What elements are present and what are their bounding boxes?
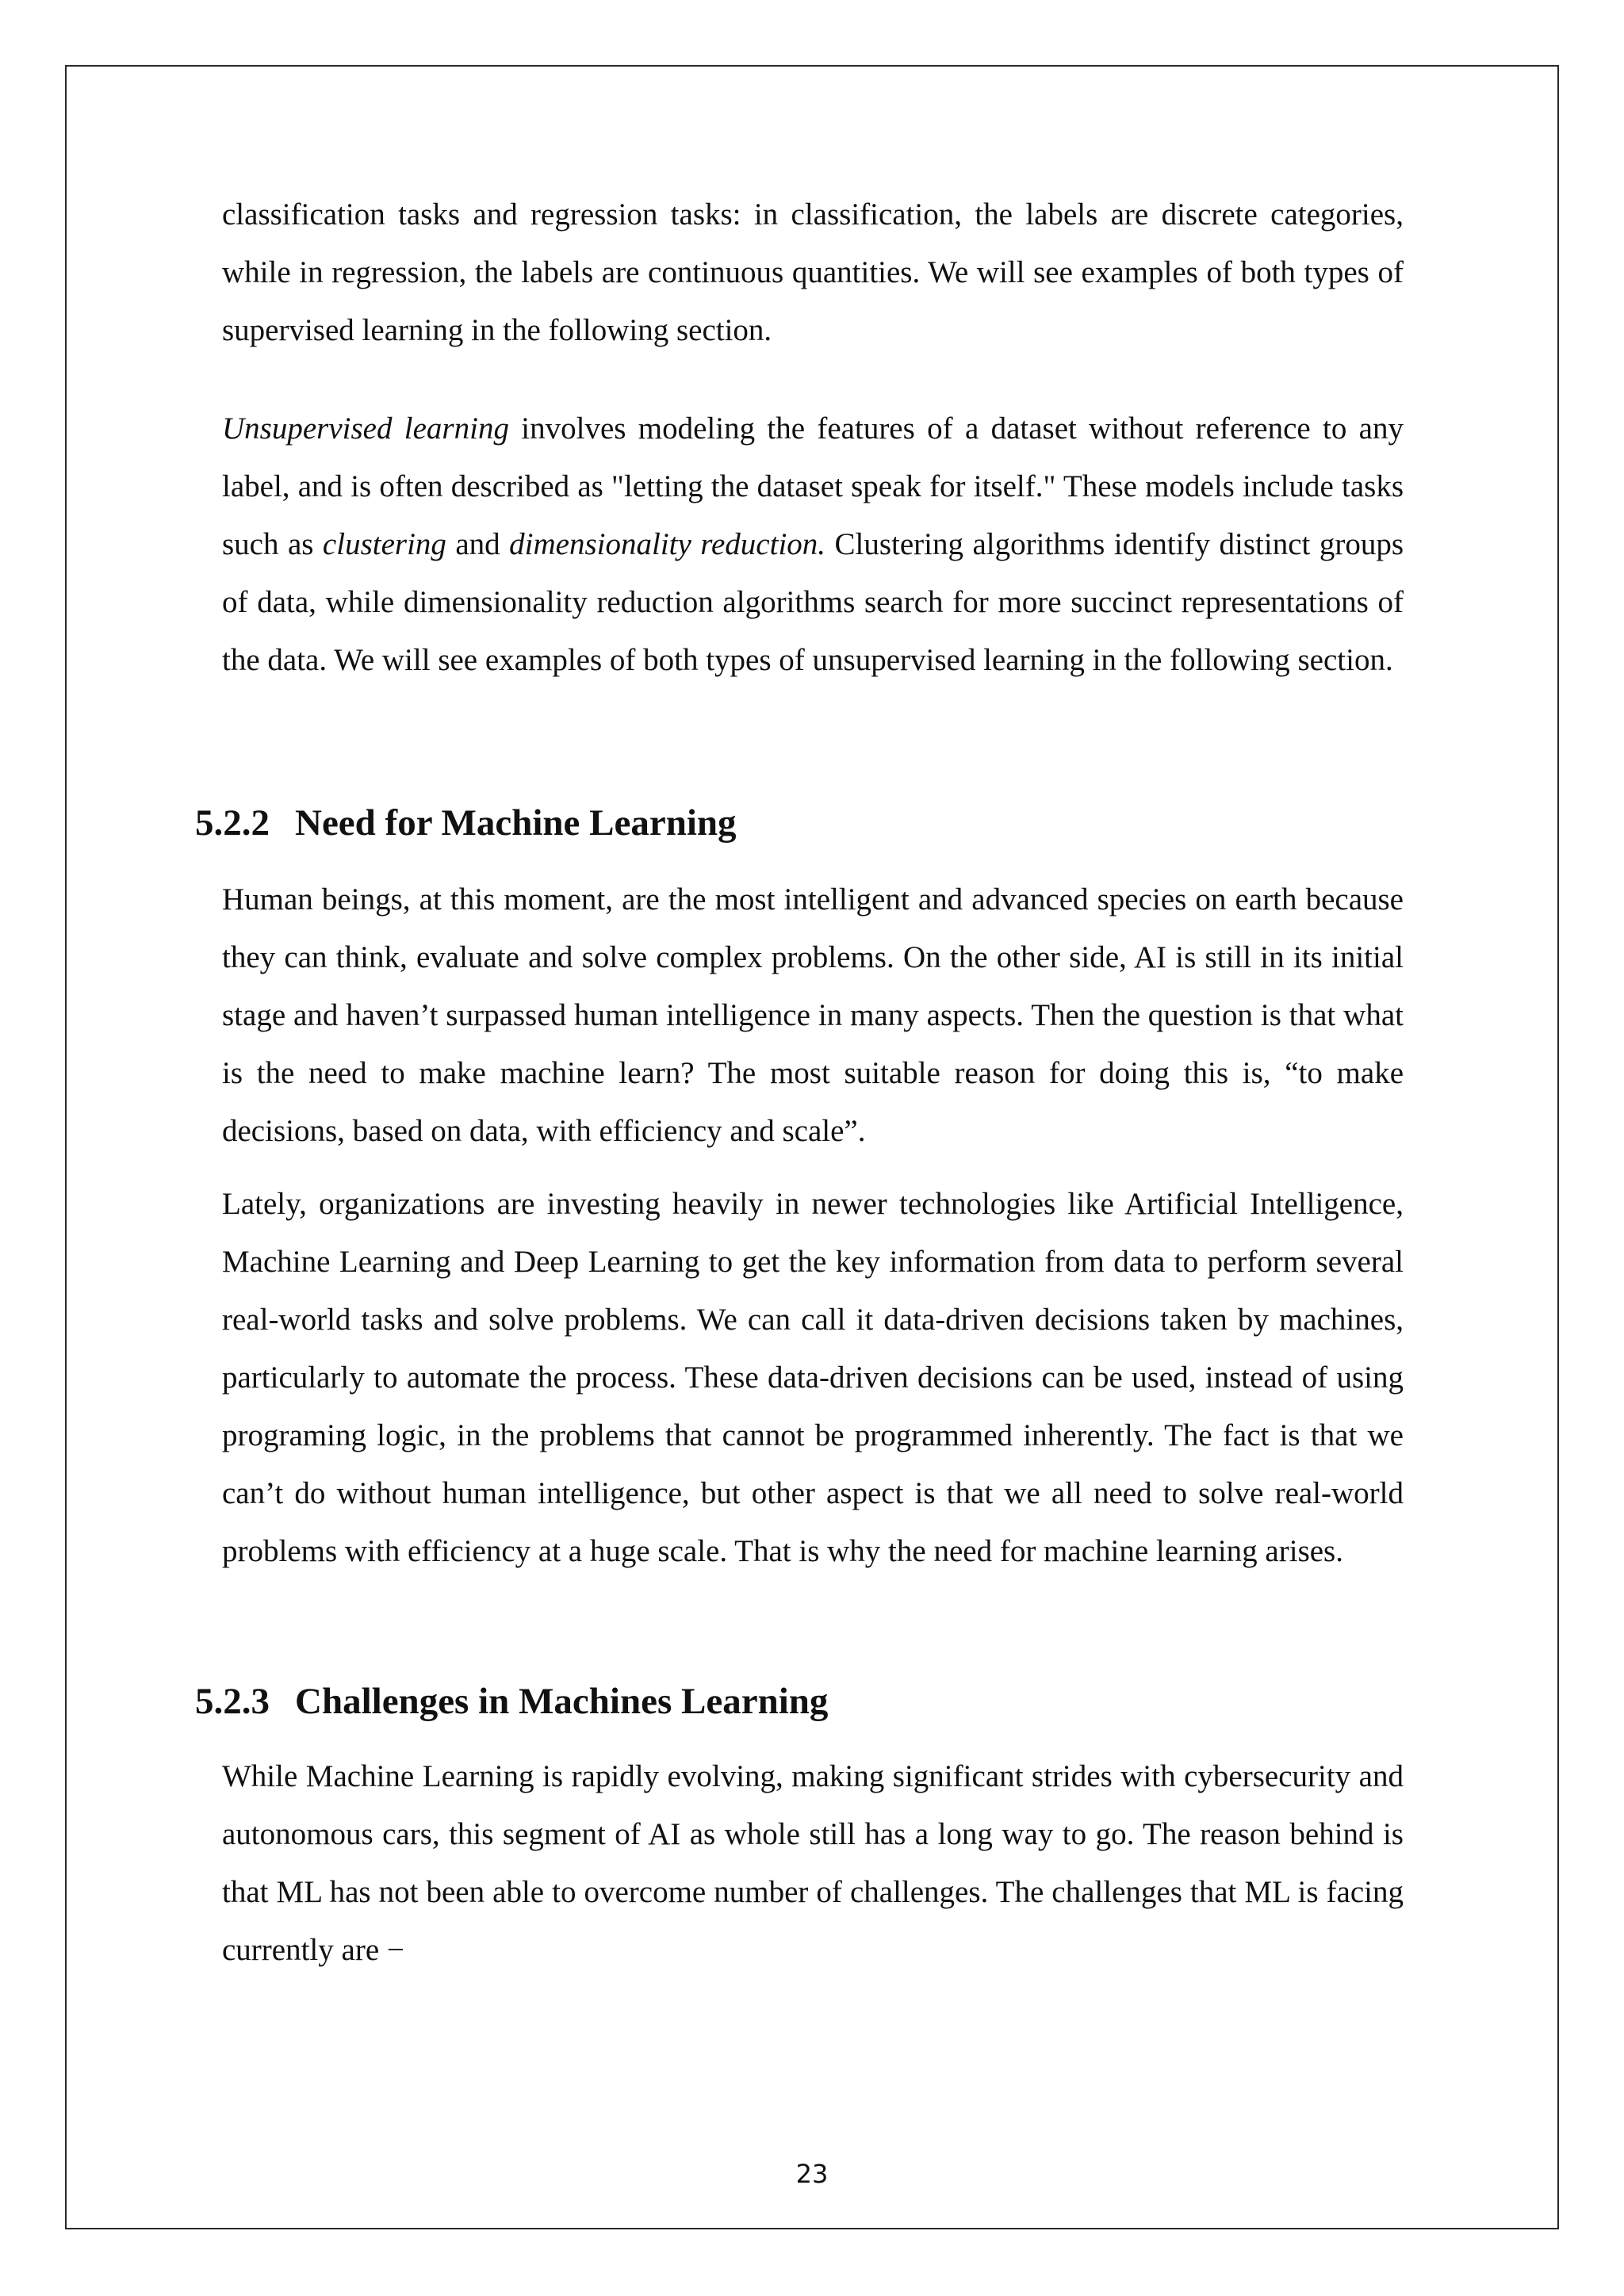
page-number: 23 (795, 2159, 829, 2189)
paragraph-unsupervised-learning (222, 400, 1404, 689)
paragraph-organizations-investing: Lately, organizations are investing heavily in newer technologies like Artificial Intelligence, Machine Learning and Deep Learning to get the key information from data to perform several real-world tasks and solve problems. We can call it data-driven decisions taken by machines, particularly to automate the process. These data-driven decisions can be used, instead of using programing logic, in the problems that cannot be programmed inherently. The fact is that we can’t do without human intelligence, but other aspect is that we all need to solve real-world problems with efficiency at a huge scale. That is why the need for machine learning arises. (222, 1187, 1404, 1568)
paragraph-ml-challenges: While Machine Learning is rapidly evolving, making significant strides with cybersecurity and autonomous cars, this segment of AI as whole still has a long way to go. The reason behind is that ML has not been able to overcome number of challenges. The challenges that ML is facing currently are − (222, 1759, 1404, 1967)
term-unsupervised-learning: Unsupervised learning (222, 411, 509, 446)
section-title: Challenges in Machines Learning (295, 1681, 829, 1722)
term-clustering: clustering (322, 527, 446, 561)
paragraph-human-beings: Human beings, at this moment, are the most intelligent and advanced species on earth because they can think, evaluate and solve complex problems. On the other side, AI is still in its initial stage and haven’t surpassed human intelligence in many aspects. Then the question is that what is the need to make machine learn? The most suitable reason for doing this is, “to make decisions, based on data, with efficiency and scale”. (222, 882, 1404, 1148)
text-segment: and (446, 527, 510, 561)
section-heading-challenges-in-ml (195, 1678, 828, 1725)
section-title: Need for Machine Learning (295, 802, 737, 844)
text-segment: involves modeling the features of a dataset without reference to any label, and is often described as "letting the dataset speak for itself." These models include tasks such as (222, 411, 1404, 561)
text-segment: Clustering algorithms identify distinct groups of data, while dimensionality reduction algorithms search for more succinct representations of the data. We will see examples of both types of unsupervised learning in the following section. (222, 527, 1404, 677)
section-heading-need-for-ml (195, 799, 737, 847)
paragraph-classification-regression: classification tasks and regression tasks: in classification, the labels are discrete categories, while in regression, the labels are continuous quantities. We will see examples of both types of supervised learning in the following section. (222, 197, 1404, 347)
section-number: 5.2.2 (195, 802, 270, 844)
term-dimensionality-reduction: dimensionality reduction. (509, 527, 826, 561)
section-number: 5.2.3 (195, 1681, 270, 1722)
